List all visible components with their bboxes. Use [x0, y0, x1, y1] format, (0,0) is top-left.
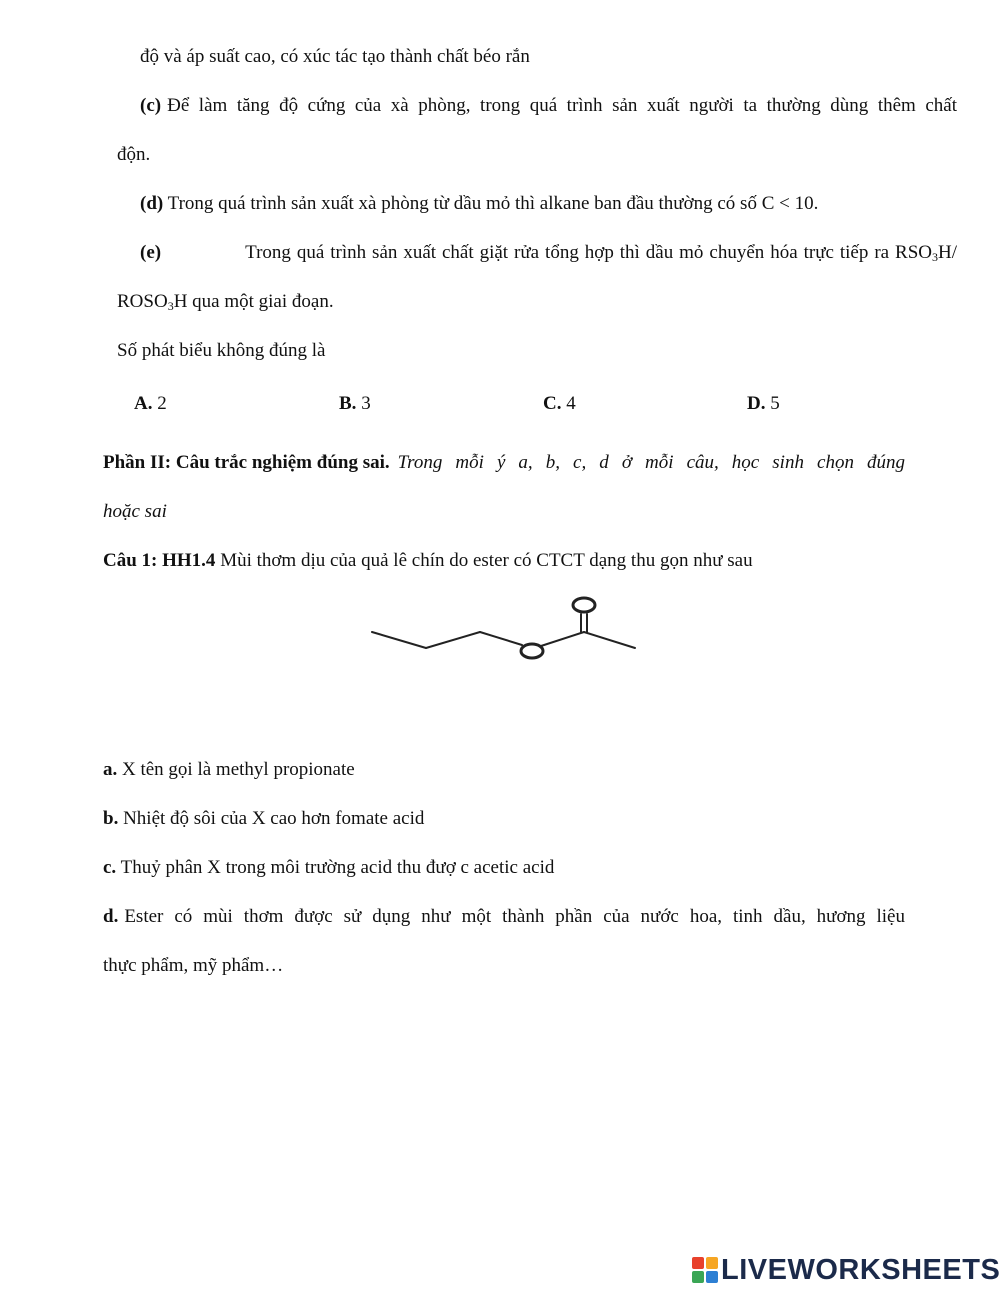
item-c: c. Thuỷ phân X trong môi trường acid thu đượ c acetic acid [103, 857, 555, 878]
option-b[interactable]: B. 3 [339, 393, 371, 414]
statement-b-continuation: độ và áp suất cao, có xúc tác tạo thành chất béo rắn [140, 46, 530, 67]
bond-2 [426, 632, 480, 648]
carbonyl-oxygen-atom [573, 598, 595, 612]
statement-d-label: (d) [140, 193, 164, 214]
question1-label: Câu 1: HH1.4 [103, 550, 216, 571]
statement-d-text: Trong quá trình sản xuất xà phòng từ dầu mỏ thì alkane ban đầu thường có số C < 10. [167, 193, 819, 214]
option-a[interactable]: A. 2 [134, 393, 167, 414]
question1-text: Mùi thơm dịu của quả lê chín do ester có CTCT dạng thu gọn như sau [220, 550, 753, 571]
item-b: b. Nhiệt độ sôi của X cao hơn fomate acid [103, 808, 425, 829]
item-d-line2: thực phẩm, mỹ phẩm… [103, 955, 284, 976]
ester-structure-diagram [360, 590, 650, 670]
statement-c-line2: độn. [117, 144, 151, 165]
question-text: Số phát biểu không đúng là [117, 340, 326, 361]
part2-instruction: Trong mỗi ý a, b, c, d ở mỗi câu, học sinh chọn đúng [397, 452, 905, 473]
item-a: a. X tên gọi là methyl propionate [103, 759, 355, 780]
statement-c-label: (c) [140, 95, 162, 116]
part2-heading: Phần II: Câu trắc nghiệm đúng sai. [103, 452, 390, 473]
statement-e-label: (e) [140, 242, 162, 263]
option-c[interactable]: C. 4 [543, 393, 576, 414]
bond-5 [584, 632, 635, 648]
bond-4 [541, 632, 584, 646]
item-d-line1: d. Ester có mùi thơm được sử dụng như một thành phần của nước hoa, tinh dầu, hương liệu [103, 906, 905, 927]
ester-oxygen-atom [521, 644, 543, 658]
bond-3 [480, 632, 522, 645]
statement-e-text: Trong quá trình sản xuất chất giặt rửa tổng hợp thì dầu mỏ chuyển hóa trực tiếp ra $RSO_3H/$ [245, 242, 957, 264]
logo-mark-icon [692, 1257, 718, 1283]
statement-e-line2: $ROSO_3H$ qua một giai đoạn. [117, 291, 334, 313]
statement-e-line1 [140, 241, 957, 265]
logo-text: LIVEWORKSHEETS [721, 1253, 1000, 1286]
liveworksheets-logo[interactable] [692, 1252, 1000, 1288]
part2-heading-line1 [103, 451, 905, 475]
question1-header [103, 549, 753, 573]
bond-1 [372, 632, 426, 648]
statement-d [140, 192, 818, 216]
part2-heading-line2: hoặc sai [103, 501, 167, 522]
statement-c-line1 [140, 94, 957, 118]
statement-c-text: Để làm tăng độ cứng của xà phòng, trong quá trình sản xuất người ta thường dùng thêm chất [167, 95, 957, 116]
option-d[interactable]: D. 5 [747, 393, 780, 414]
